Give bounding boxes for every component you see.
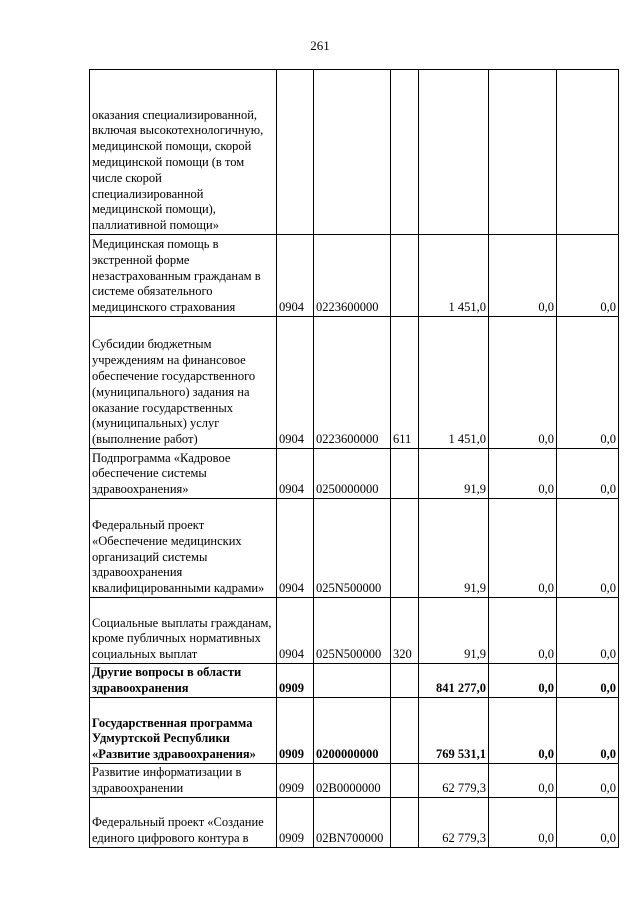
expense-type-code: [391, 70, 419, 235]
amount-2: 0,0: [489, 798, 557, 848]
row-name: Медицинская помощь в экстренной форме незастрахованным гражданам в системе обязательного медицинского страхования: [90, 235, 277, 317]
amount-3: 0,0: [557, 798, 619, 848]
amount-2: 0,0: [489, 698, 557, 764]
section-code: 0909: [277, 698, 314, 764]
expense-type-code: [391, 664, 419, 698]
amount-2: 0,0: [489, 235, 557, 317]
section-code: 0909: [277, 664, 314, 698]
amount-2: 0,0: [489, 598, 557, 664]
table-row: [90, 70, 619, 235]
table-row: [90, 598, 619, 664]
target-code: 0223600000: [314, 317, 391, 449]
amount-3: [557, 70, 619, 235]
table-row: [90, 698, 619, 764]
expense-type-code: [391, 698, 419, 764]
table-row: [90, 664, 619, 698]
target-code: 025N500000: [314, 499, 391, 598]
amount-3: 0,0: [557, 598, 619, 664]
budget-table: [89, 69, 619, 848]
section-code: 0904: [277, 317, 314, 449]
amount-1: 62 779,3: [419, 764, 489, 798]
expense-type-code: [391, 235, 419, 317]
amount-1: 91,9: [419, 598, 489, 664]
row-name: Федеральный проект «Обеспечение медицинских организаций системы здравоохранения квалифицированными кадрами»: [90, 499, 277, 598]
amount-1: 841 277,0: [419, 664, 489, 698]
amount-2: 0,0: [489, 499, 557, 598]
amount-1: 91,9: [419, 449, 489, 499]
amount-1: 91,9: [419, 499, 489, 598]
amount-2: 0,0: [489, 764, 557, 798]
expense-type-code: [391, 798, 419, 848]
amount-3: 0,0: [557, 664, 619, 698]
amount-3: 0,0: [557, 449, 619, 499]
amount-1: [419, 70, 489, 235]
table-row: [90, 235, 619, 317]
expense-type-code: 320: [391, 598, 419, 664]
amount-1: 1 451,0: [419, 235, 489, 317]
target-code: 0223600000: [314, 235, 391, 317]
section-code: 0904: [277, 449, 314, 499]
target-code: 0200000000: [314, 698, 391, 764]
section-code: 0904: [277, 235, 314, 317]
table-row: [90, 798, 619, 848]
row-name: Другие вопросы в области здравоохранения: [90, 664, 277, 698]
amount-1: 62 779,3: [419, 798, 489, 848]
target-code: 0250000000: [314, 449, 391, 499]
target-code: 025N500000: [314, 598, 391, 664]
table-row: [90, 499, 619, 598]
target-code: [314, 70, 391, 235]
table-row: [90, 764, 619, 798]
amount-3: 0,0: [557, 235, 619, 317]
target-code: [314, 664, 391, 698]
section-code: 0909: [277, 798, 314, 848]
amount-2: [489, 70, 557, 235]
amount-3: 0,0: [557, 764, 619, 798]
table-row: [90, 317, 619, 449]
amount-2: 0,0: [489, 664, 557, 698]
section-code: 0904: [277, 598, 314, 664]
amount-1: 769 531,1: [419, 698, 489, 764]
amount-3: 0,0: [557, 698, 619, 764]
section-code: [277, 70, 314, 235]
page-number: 261: [310, 38, 330, 53]
row-name: Государственная программа Удмуртской Республики «Развитие здравоохранения»: [90, 698, 277, 764]
table-row: [90, 449, 619, 499]
row-name: Развитие информатизации в здравоохранении: [90, 764, 277, 798]
target-code: 02B0000000: [314, 764, 391, 798]
expense-type-code: [391, 499, 419, 598]
row-name: Субсидии бюджетным учреждениям на финансовое обеспечение государственного (муниципального) задания на оказание государственных (муниципальных) услуг (выполнение работ): [90, 317, 277, 449]
amount-1: 1 451,0: [419, 317, 489, 449]
expense-type-code: 611: [391, 317, 419, 449]
expense-type-code: [391, 764, 419, 798]
amount-2: 0,0: [489, 317, 557, 449]
section-code: 0904: [277, 499, 314, 598]
amount-2: 0,0: [489, 449, 557, 499]
target-code: 02BN700000: [314, 798, 391, 848]
amount-3: 0,0: [557, 317, 619, 449]
row-name: оказания специализированной, включая высокотехнологичную, медицинской помощи, скорой медицинской помощи (в том числе скорой специализированной медицинской помощи), паллиативной помощи»: [90, 70, 277, 235]
section-code: 0909: [277, 764, 314, 798]
expense-type-code: [391, 449, 419, 499]
row-name: Подпрограмма «Кадровое обеспечение системы здравоохранения»: [90, 449, 277, 499]
row-name: Социальные выплаты гражданам, кроме публичных нормативных социальных выплат: [90, 598, 277, 664]
amount-3: 0,0: [557, 499, 619, 598]
row-name: Федеральный проект «Создание единого цифрового контура в: [90, 798, 277, 848]
